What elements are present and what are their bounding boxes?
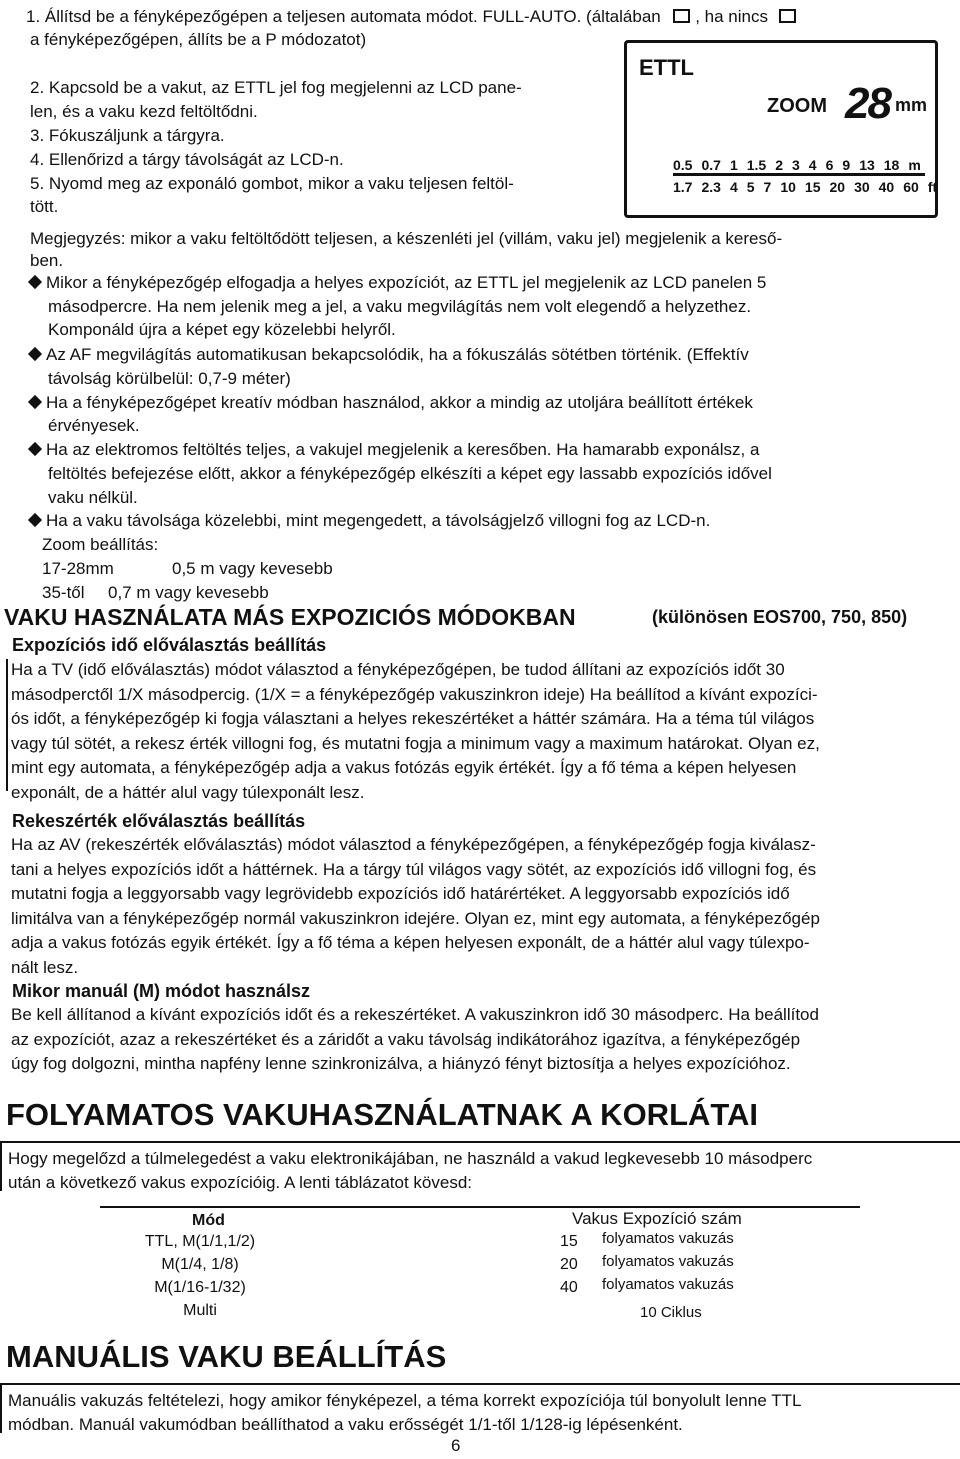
paragraph-line: Ha az AV (rekeszérték előválasztás) módot választod a fényképezőgépen, a fényképezőgép fogja kiválasz-	[11, 835, 816, 854]
step-1-text-cont: , ha nincs	[695, 7, 768, 26]
table-row	[100, 1302, 860, 1324]
lcd-scale-tick: 1.5	[746, 157, 767, 173]
paragraph-line: módban. Manuál vakumódban beállíthatod a vaku erősségét 1/1-től 1/128-ig lépésenként.	[8, 1415, 683, 1434]
zoom-range-2: 35-től	[42, 583, 85, 602]
table-row	[100, 1253, 860, 1278]
paragraph-line: Ha a TV (idő előválasztás) módot választod a fényképezőgépen, be tudod állítani az expozíciós időt 30	[11, 660, 785, 679]
lcd-scale-tick: m	[908, 157, 921, 173]
flash-limit-table	[100, 1206, 860, 1324]
section-title-other-modes: VAKU HASZNÁLATA MÁS EXPOZICIÓS MÓDOKBAN	[4, 604, 576, 630]
section-title-manual-flash: MANUÁLIS VAKU BEÁLLÍTÁS	[6, 1339, 447, 1374]
lcd-ettl-label: ETTL	[639, 55, 694, 80]
paragraph-line: Hogy megelőzd a túlmelegedést a vaku elektronikájában, ne használd a vakud legkevesebb 10 másodperc	[8, 1149, 813, 1168]
bullet-5-text: Ha a vaku távolsága közelebbi, mint megengedett, a távolságjelző villogni fog az LCD-n.	[46, 511, 711, 530]
paragraph-line: nált lesz.	[11, 957, 79, 977]
table-cell-count: 40	[560, 1279, 578, 1296]
lcd-scale-tick: 9	[842, 157, 851, 173]
lcd-scale-tick: 40	[878, 179, 895, 195]
table-cell-mode: Multi	[183, 1302, 217, 1319]
bullet-1-line3: Komponáld újra a képet egy közelebbi helyről.	[48, 320, 396, 339]
paragraph-line: másodperctől 1/X másodpercig. (1/X = a fényképezőgép vakuszinkron ideje) Ha beállítod a kívánt expozíci-	[11, 684, 818, 704]
bullet-3-text: Ha a fényképezőgépet kreatív módban használod, akkor a mindig az utoljára beállított értékek	[46, 393, 753, 412]
table-cell-mode: M(1/16-1/32)	[154, 1279, 246, 1296]
lcd-scale-tick: 0.7	[701, 157, 721, 173]
bullet-2-line2: távolság körülbelül: 0,7-9 méter)	[48, 369, 291, 388]
section-title-suffix: (különösen EOS700, 750, 850)	[652, 607, 908, 627]
table-cell-mode: M(1/4, 1/8)	[161, 1256, 239, 1273]
lcd-scale-tick: 6	[825, 157, 834, 173]
paragraph-line: ós időt, a fényképezőgép ki fogja választani a helyes rekeszértéket a háttér számára. Ha a téma túl világos	[11, 709, 815, 728]
page-number: 6	[451, 1436, 461, 1455]
lcd-scale-tick: 3	[792, 157, 800, 173]
diamond-bullet-icon	[28, 275, 42, 289]
lcd-scale-tick: 2.3	[701, 179, 721, 195]
section-divider	[0, 1141, 960, 1143]
bullet-2	[30, 345, 749, 365]
paragraph-line: limitálva van a fényképezőgép normál vakuszinkron idejére. Olyan ez, mint egy automata, a fényképezőgép	[11, 908, 820, 928]
step-1-line2: a fényképezőgépen, állíts be a P módozatot)	[30, 30, 367, 49]
lcd-meter-scale	[673, 157, 930, 173]
note-line-1: Megjegyzés: mikor a vaku feltöltődött teljesen, a készenléti jel (villám, vaku jel) megjelenik a kereső-	[30, 229, 783, 248]
step-5: 5. Nyomd meg az exponáló gombot, mikor a vaku teljesen feltöl-	[30, 174, 514, 193]
lcd-scale-tick: 0.5	[673, 157, 693, 173]
table-cell-count: 20	[560, 1256, 578, 1273]
zoom-setting-heading: Zoom beállítás:	[42, 535, 159, 554]
table-cell-count: 15	[560, 1233, 578, 1250]
lcd-scale-tick: 13	[859, 157, 875, 173]
paragraph-line: úgy fog dolgozni, mintha napfény lenne szinkronizálva, a hiányzó fényt biztosítja a helyes expozícióhoz.	[11, 1054, 791, 1073]
bullet-1	[30, 273, 766, 293]
step-1-text: 1. Állítsd be a fényképezőgépen a teljesen automata módot. FULL-AUTO. (általában	[26, 7, 661, 26]
step-1	[26, 7, 796, 27]
paragraph-line: Be kell állítanod a kívánt expozíciós időt és a rekeszértéket. A vakuszinkron idő 30 másodperc. Ha beállítod	[11, 1005, 819, 1024]
step-3: 3. Fókuszáljunk a tárgyra.	[30, 126, 225, 145]
zoom-distance-1: 0,5 m vagy kevesebb	[172, 559, 333, 578]
bullet-2-text: Az AF megvilágítás automatikusan bekapcsolódik, ha a fókuszálás sötétben történik. (Effektív	[46, 345, 749, 364]
bullet-5	[30, 511, 710, 531]
step-4: 4. Ellenőrizd a tárgy távolságát az LCD-n.	[30, 150, 344, 169]
paragraph-line: mint egy automata, a fényképezőgép adja a vakus fotózás egyik értékét. Így a fő téma a képen helyesen	[11, 758, 797, 777]
zoom-distance-2: 0,7 m vagy kevesebb	[108, 583, 269, 602]
table-header-mode: Mód	[192, 1212, 225, 1229]
note-line-2: ben.	[30, 251, 64, 270]
table-cell-description: folyamatos vakuzás	[602, 1253, 734, 1270]
lcd-feet-scale	[673, 179, 946, 195]
zoom-range-1: 17-28mm	[42, 559, 114, 578]
margin-rule	[0, 1141, 2, 1191]
step-2-line2: len, és a vaku kezd feltöltődni.	[30, 102, 258, 121]
paragraph-line: mutatni fogja a leggyorsabb vagy legrövidebb expozíciós idő határértéket. A leggyorsabb expozíciós idő	[11, 884, 790, 903]
lcd-zoom-label: ZOOM	[767, 95, 827, 117]
table-cell-description: folyamatos vakuzás	[602, 1276, 734, 1293]
lcd-scale-tick: ft	[927, 179, 938, 195]
bullet-4	[30, 440, 759, 460]
diamond-bullet-icon	[28, 513, 42, 527]
table-cell-description: 10 Ciklus	[640, 1304, 702, 1321]
paragraph-line: Manuális vakuzás feltételezi, hogy amikor fényképezel, a téma korrekt expozíciója túl bonyolult lenne TTL	[8, 1391, 802, 1410]
diamond-bullet-icon	[28, 347, 42, 361]
bullet-1-text: Mikor a fényképezőgép elfogadja a helyes expozíciót, az ETTL jel megjelenik az LCD panelen 5	[46, 273, 767, 292]
lcd-scale-tick: 15	[804, 179, 821, 195]
bullet-3-line2: érvényesek.	[48, 416, 140, 435]
lcd-scale-tick: 4	[808, 157, 817, 173]
bullet-4-text: Ha az elektromos feltöltés teljes, a vakujel megjelenik a keresőben. Ha hamarabb exponálsz, a	[46, 440, 760, 459]
lcd-panel-illustration	[624, 40, 938, 218]
lcd-zoom-value: 28	[845, 79, 890, 128]
lcd-scale-tick: 1	[729, 157, 738, 173]
lcd-scale-tick: 20	[829, 179, 846, 195]
lcd-scale-tick: 18	[883, 157, 900, 173]
paragraph-line: vagy túl sötét, a rekesz érték villogni fog, és mutatni fogja a minimum vagy a maximum határokat. Olyan ez,	[11, 733, 820, 753]
paragraph-line: az expozíciót, azaz a rekeszértéket és a záridőt a vaku távolság indikátorához igazítva, a fényképezőgép	[11, 1029, 801, 1049]
bullet-4-line2: feltöltés befejezése előtt, akkor a fényképezőgép elkészíti a képet egy lassabb expozíciós idővel	[48, 464, 772, 483]
lcd-distance-bar	[673, 173, 925, 176]
paragraph-line: után a következő vakus expozícióig. A lenti táblázatot kövesd:	[8, 1173, 473, 1192]
lcd-scale-tick: 4	[729, 179, 738, 195]
lcd-scale-tick: 7	[763, 179, 772, 195]
table-top-rule	[100, 1206, 860, 1208]
subheading-tv-mode: Expozíciós idő előválasztás beállítás	[12, 635, 327, 655]
margin-rule	[0, 1383, 2, 1433]
step-5-line2: tött.	[30, 197, 59, 216]
table-header-count: Vakus Expozíció szám	[572, 1209, 742, 1228]
bullet-1-line2: másodpercre. Ha nem jelenik meg a jel, a vaku megvilágítás nem volt elegendő a helyzethez.	[48, 297, 752, 316]
lcd-scale-tick: 60	[903, 179, 919, 195]
table-row	[100, 1230, 860, 1255]
subheading-av-mode: Rekeszérték előválasztás beállítás	[12, 811, 306, 831]
diamond-bullet-icon	[28, 395, 42, 409]
lcd-scale-tick: 10	[780, 179, 796, 195]
table-cell-description: folyamatos vakuzás	[602, 1230, 734, 1247]
step-2: 2. Kapcsold be a vakut, az ETTL jel fog megjelenni az LCD pane-	[30, 78, 522, 97]
table-row	[100, 1276, 860, 1301]
paragraph-line: exponált, de a háttér alul vagy túlexponált lesz.	[11, 782, 365, 802]
margin-rule	[6, 659, 8, 791]
lcd-scale-tick: 2	[775, 157, 783, 173]
diamond-bullet-icon	[28, 442, 42, 456]
table-cell-mode: TTL, M(1/1,1/2)	[144, 1233, 256, 1250]
lcd-scale-tick: 5	[746, 179, 755, 195]
paragraph-line: tani a helyes expozíciós időt a háttérnek. Ha a tárgy túl világos vagy sötét, az expozíciós idő villogni fog, és	[11, 859, 817, 879]
subheading-manual-mode: Mikor manuál (M) módot használsz	[12, 981, 311, 1001]
full-auto-square-icon	[779, 9, 796, 23]
lcd-scale-tick: 30	[854, 179, 870, 195]
paragraph-line: adja a vakus fotózás egyik értékét. Így a fő téma a képen helyesen exponált, de a háttér alul vagy túlexpo-	[11, 933, 810, 952]
section-title-continuous-flash: FOLYAMATOS VAKUHASZNÁLATNAK A KORLÁTAI	[6, 1097, 759, 1132]
full-auto-square-icon	[673, 9, 690, 23]
lcd-zoom-unit: mm	[895, 95, 928, 115]
bullet-3	[30, 393, 753, 413]
section-divider	[0, 1383, 960, 1385]
bullet-4-line3: vaku nélkül.	[48, 488, 138, 507]
lcd-scale-tick: 1.7	[673, 179, 693, 195]
